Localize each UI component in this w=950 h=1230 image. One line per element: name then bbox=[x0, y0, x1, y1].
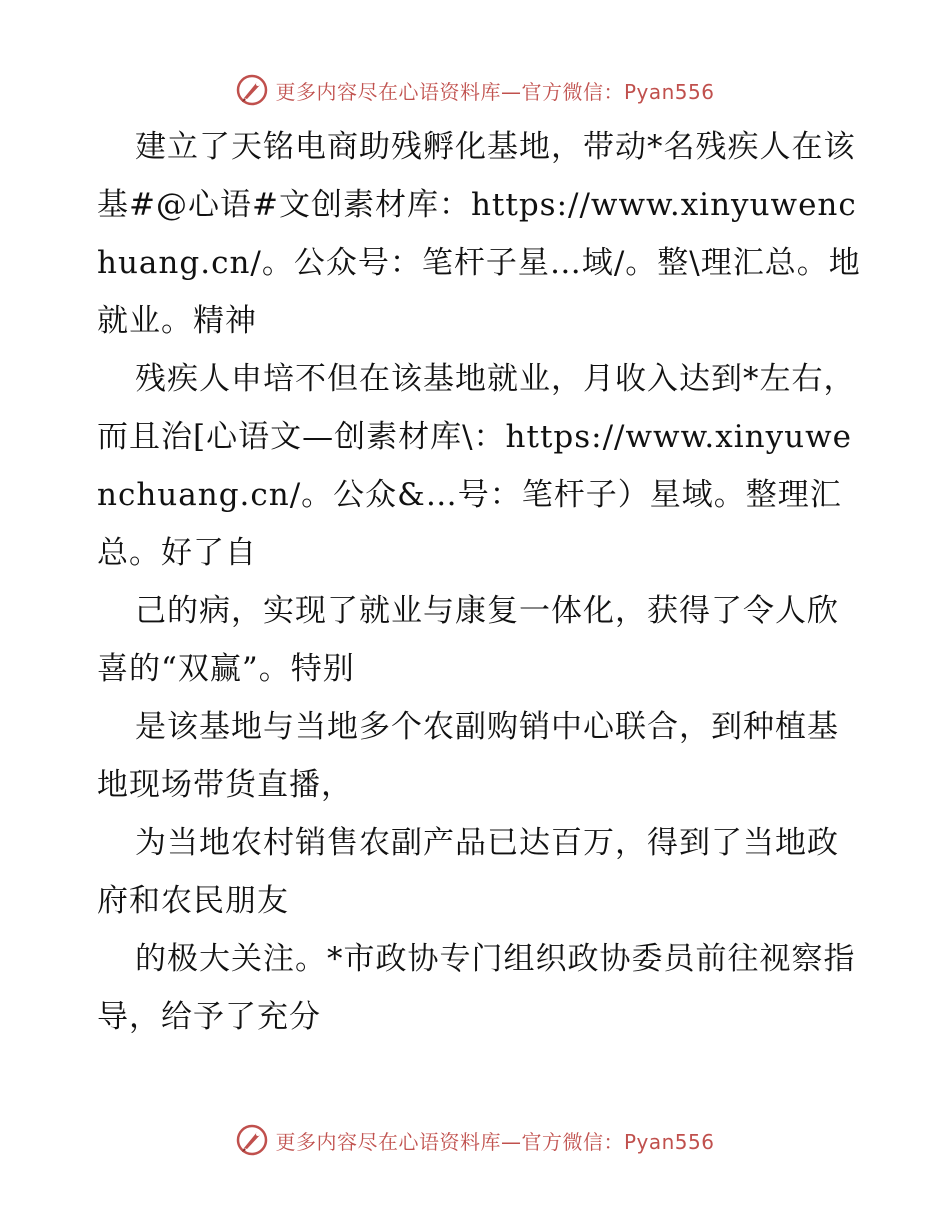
footer-watermark-banner bbox=[0, 1120, 950, 1160]
paragraph-4: 是该基地与当地多个农副购销中心联合，到种植基地现场带货直播， bbox=[97, 709, 839, 803]
quill-logo-icon bbox=[235, 1123, 269, 1157]
paragraph-6: 的极大关注。*市政协专门组织政协委员前往视察指导，给予了充分 bbox=[97, 941, 856, 1035]
header-watermark-text: 更多内容尽在心语资料库—官方微信：Pyan556 bbox=[275, 79, 715, 104]
header-watermark-banner bbox=[0, 70, 950, 110]
paragraph-3: 己的病，实现了就业与康复一体化，获得了令人欣喜的“双赢”。特别 bbox=[97, 593, 839, 687]
document-body bbox=[97, 118, 867, 1046]
paragraph-2: 残疾人申培不但在该基地就业，月收入达到*左右，而且治[心语文—创素材库\：https://www.xinyuwenchuang.cn/。公众&…号：笔杆子）星域。整理汇总。好了自 bbox=[97, 361, 856, 571]
footer-watermark-text: 更多内容尽在心语资料库—官方微信：Pyan556 bbox=[275, 1129, 715, 1154]
paragraph-1: 建立了天铭电商助残孵化基地，带动*名残疾人在该基#@心语#文创素材库：https://www.xinyuwenchuang.cn/。公众号：笔杆子星…域/。整\理汇总。地就业。精神 bbox=[97, 129, 861, 339]
quill-logo-icon bbox=[235, 73, 269, 107]
paragraph-5: 为当地农村销售农副产品已达百万，得到了当地政府和农民朋友 bbox=[97, 825, 839, 919]
